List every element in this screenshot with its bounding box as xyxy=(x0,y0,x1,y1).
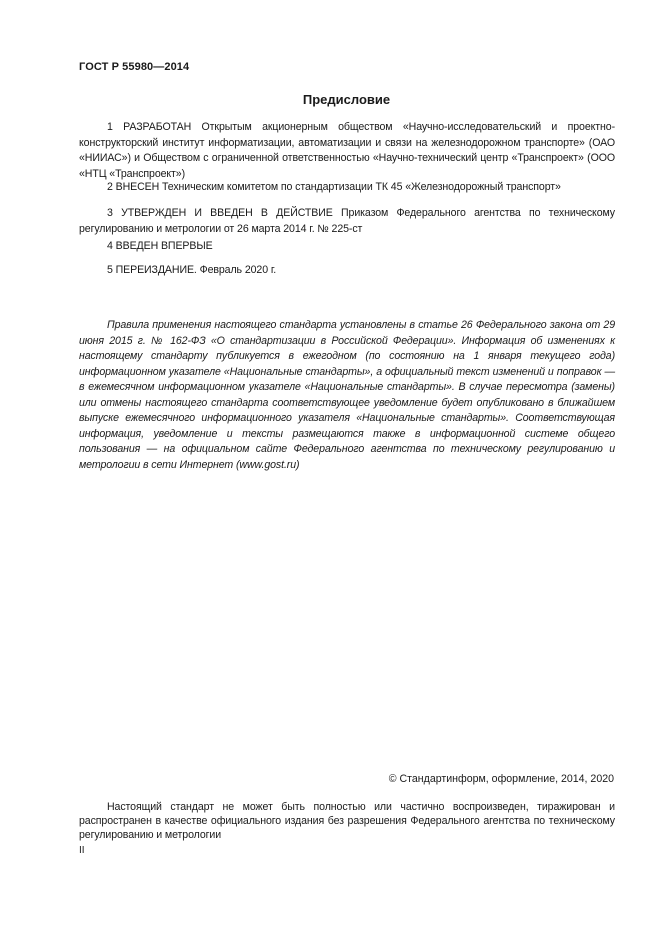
reproduction-notice: Настоящий стандарт не может быть полностью или частично воспроизведен, тиражирован и распространен в качестве официального издания без разрешения Федерального агентства по техническому регулированию и метрологии xyxy=(79,801,615,841)
page-number: II xyxy=(79,845,85,856)
foreword-item-1: 1 РАЗРАБОТАН Открытым акционерным обществом «Научно-исследовательский и проектно-конструкторский институт информатизации, автоматизации и связи на железнодорожном транспорте» (ОАО «НИИАС») и Обществом с ограниченной ответственностью «Научно-технический центр «Транспроект» (ООО «НТЦ «Транспроект») xyxy=(79,121,615,180)
copyright-line: © Стандартинформ, оформление, 2014, 2020 xyxy=(388,773,614,785)
foreword-item-3: 3 УТВЕРЖДЕН И ВВЕДЕН В ДЕЙСТВИЕ Приказом Федерального агентства по техническому регулированию и метрологии от 26 марта 2014 г. № 225-ст xyxy=(79,207,615,235)
foreword-item-5: 5 ПЕРЕИЗДАНИЕ. Февраль 2020 г. xyxy=(107,264,277,276)
application-rules-notice: Правила применения настоящего стандарта установлены в статье 26 Федерального закона от 29 июня 2015 г. № 162-ФЗ «О стандартизации в Российской Федерации». Информация об изменениях к настоящему стандарту публикуется в ежегодном (по состоянию на 1 января текущего года) информационном указателе «Национальные стандарты», а официальный текст изменений и поправок — в ежемесячном информационном указателе «Национальные стандарты». В случае пересмотра (замены) или отмены настоящего стандарта соответствующее уведомление будет опубликовано в ближайшем выпуске ежемесячного информационного указателя «Национальные стандарты». Соответствующая информация, уведомление и тексты размещаются также в информационной системе общего пользования — на официальном сайте Федерального агентства по техническому регулированию и метрологии в сети Интернет (www.gost.ru) xyxy=(79,319,615,471)
foreword-item-2: 2 ВНЕСЕН Техническим комитетом по стандартизации ТК 45 «Железнодорожный транспорт» xyxy=(107,181,561,193)
standard-id: ГОСТ Р 55980—2014 xyxy=(79,61,190,73)
page-title: Предисловие xyxy=(302,92,391,107)
foreword-item-4: 4 ВВЕДЕН ВПЕРВЫЕ xyxy=(107,240,213,252)
